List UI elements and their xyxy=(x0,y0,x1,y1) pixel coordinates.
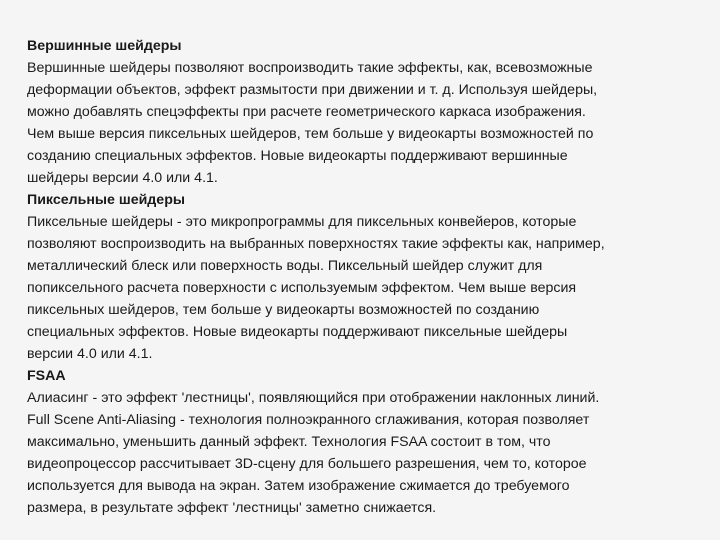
section-heading: Пиксельные шейдеры xyxy=(27,192,185,208)
section-fsaa xyxy=(27,365,697,519)
paragraph-line: пиксельных шейдеров, тем больше у видеокарты возможностей по созданию xyxy=(27,302,540,318)
paragraph-line: деформации объектов, эффект размытости при движении и т. д. Используя шейдеры, xyxy=(27,82,598,98)
paragraph-line: версии 4.0 или 4.1. xyxy=(27,346,153,362)
section-pixel-shaders xyxy=(27,189,697,365)
paragraph-line: Full Scene Anti-Aliasing - технология полноэкранного сглаживания, которая позволяет xyxy=(27,412,590,428)
paragraph-line: видеопроцессор рассчитывает 3D-сцену для большего разрешения, чем то, которое xyxy=(27,456,587,472)
paragraph-line: Вершинные шейдеры позволяют воспроизводить такие эффекты, как, всевозможные xyxy=(27,60,593,76)
paragraph-line: размера, в результате эффект 'лестницы' заметно снижается. xyxy=(27,500,437,516)
paragraph-line: используется для вывода на экран. Затем изображение сжимается до требуемого xyxy=(27,478,570,494)
paragraph-line: максимально, уменьшить данный эффект. Технология FSAA состоит в том, что xyxy=(27,434,551,450)
section-heading: Вершинные шейдеры xyxy=(27,38,182,54)
paragraph-line: созданию специальных эффектов. Новые видеокарты поддерживают вершинные xyxy=(27,148,568,164)
paragraph-line: шейдеры версии 4.0 или 4.1. xyxy=(27,170,218,186)
paragraph-line: можно добавлять спецэффекты при расчете геометрического каркаса изображения. xyxy=(27,104,586,120)
section-vertex-shaders xyxy=(27,35,697,189)
paragraph-line: попиксельного расчета поверхности с используемым эффектом. Чем выше версия xyxy=(27,280,577,296)
paragraph-line: специальных эффектов. Новые видеокарты поддерживают пиксельные шейдеры xyxy=(27,324,568,340)
section-heading: FSAA xyxy=(27,368,66,384)
paragraph-line: Алиасинг - это эффект 'лестницы', появляющийся при отображении наклонных линий. xyxy=(27,390,600,406)
paragraph-line: металлический блеск или поверхность воды. Пиксельный шейдер служит для xyxy=(27,258,543,274)
document-body xyxy=(27,35,697,519)
paragraph-line: Чем выше версия пиксельных шейдеров, тем больше у видеокарты возможностей по xyxy=(27,126,594,142)
paragraph-line: позволяют воспроизводить на выбранных поверхностях такие эффекты как, например, xyxy=(27,236,605,252)
paragraph-line: Пиксельные шейдеры - это микропрограммы для пиксельных конвейеров, которые xyxy=(27,214,577,230)
